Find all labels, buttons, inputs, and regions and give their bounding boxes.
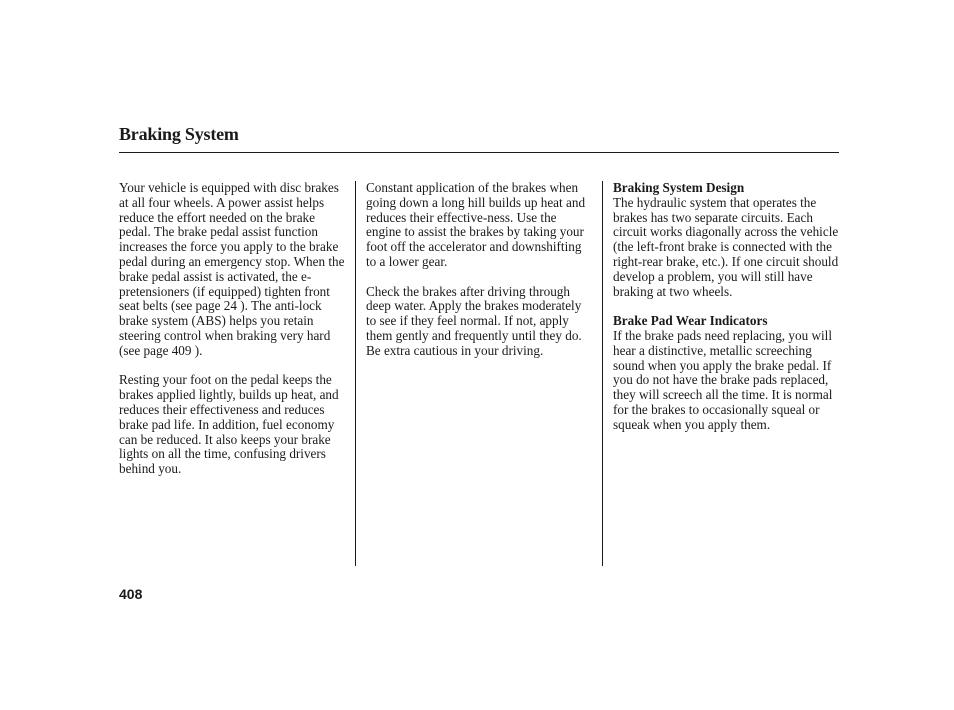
title-divider bbox=[119, 152, 839, 153]
hydraulic-system-paragraph: The hydraulic system that operates the brakes has two separate circuits. Each circuit works diagonally across the vehicle (the left-front brake is connected with the right-rear brake, etc.). If one circuit should develop a problem, you will still have braking at two wheels. bbox=[613, 194, 839, 299]
page-number: 408 bbox=[119, 586, 143, 602]
disc-brakes-paragraph: Your vehicle is equipped with disc brakes at all four wheels. A power assist helps reduce the effort needed on the brake pedal. The brake pedal assist function increases the force you apply to the brake pedal during an emergency stop. When the brake pedal assist is activated, the e-pretensioners (if equipped) tighten front seat belts (see page 24 ). The anti-lock brake system (ABS) helps you retain steering control when braking very hard (see page 409 ). bbox=[119, 180, 345, 358]
page-title: Braking System bbox=[119, 124, 239, 144]
middle-column bbox=[366, 181, 594, 359]
braking-system-design-heading: Braking System Design bbox=[613, 180, 745, 195]
left-column bbox=[119, 181, 347, 477]
downhill-braking-paragraph: Constant application of the brakes when going down a long hill builds up heat and reduces their effective-ness. Use the engine to assist the brakes by taking your foot off the accelerator and downshifting to a lower gear. bbox=[366, 180, 586, 269]
column-divider-1 bbox=[355, 181, 356, 566]
brake-pad-wear-heading: Brake Pad Wear Indicators bbox=[613, 313, 768, 329]
brake-pad-wear-paragraph: If the brake pads need replacing, you will hear a distinctive, metallic screeching sound when you apply the brake pedal. If you do not have the brake pads replaced, they will screech all the time. It is normal for the brakes to occasionally squeal or squeak when you apply them. bbox=[613, 327, 833, 432]
column-divider-2 bbox=[602, 181, 603, 566]
right-column bbox=[613, 181, 841, 433]
deep-water-paragraph: Check the brakes after driving through deep water. Apply the brakes moderately to see if they feel normal. If not, apply them gently and frequently until they do. Be extra cautious in your driving. bbox=[366, 283, 582, 358]
resting-foot-paragraph: Resting your foot on the pedal keeps the brakes applied lightly, builds up heat, and reduces their effectiveness and reduces brake pad life. In addition, fuel economy can be reduced. It also keeps your brake lights on all the time, confusing drivers behind you. bbox=[119, 372, 339, 477]
